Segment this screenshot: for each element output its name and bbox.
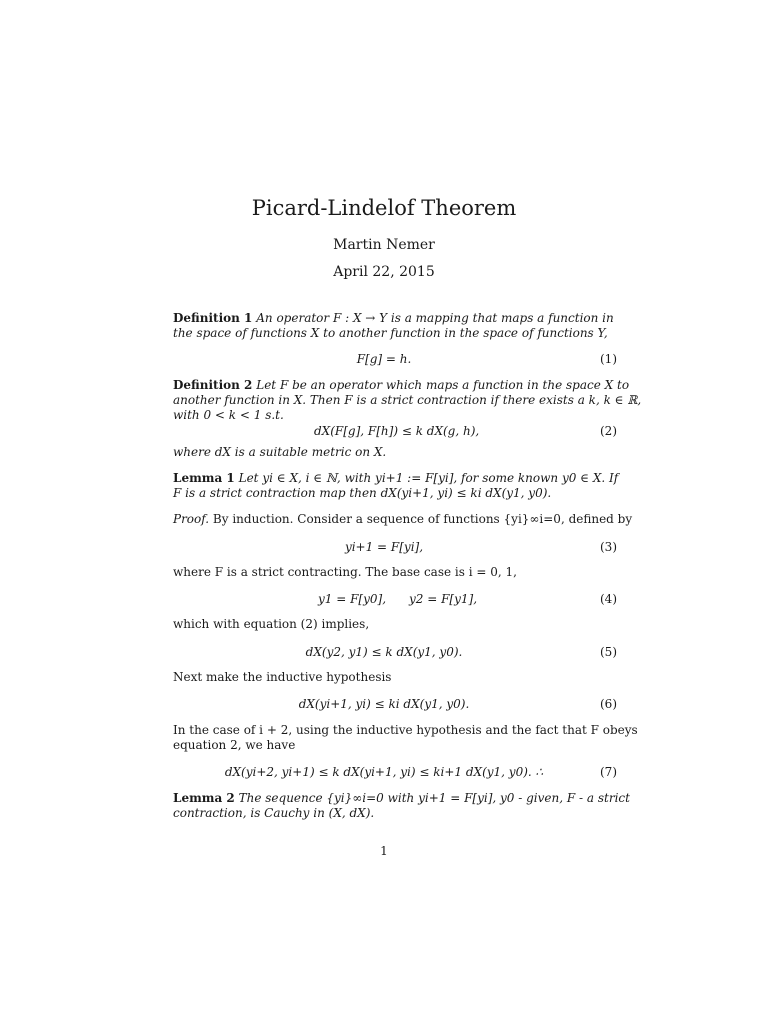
equation-3-number: (3) [600,540,617,554]
date: April 22, 2015 [333,264,435,280]
lemma-1-label: Lemma 1 [173,471,235,485]
page-number: 1 [380,844,388,858]
equation-4b: y2 = F[y1], [409,592,478,606]
equation-2-number: (2) [600,424,617,438]
equation-4-number: (4) [600,592,617,606]
text-after-eq4: which with equation (2) implies, [173,617,370,631]
lemma-2-line-1 [173,791,630,806]
equation-7-number: (7) [600,765,617,779]
equation-2: dX(F[g], F[h]) ≤ k dX(g, h), [314,424,480,438]
definition-2-line-2: another function in X. Then F is a strict contraction if there exists a k, k ∈ ℝ, [173,393,642,407]
equation-5-number: (5) [600,645,617,659]
lemma-1-text-1: Let yi ∈ X, i ∈ ℕ, with yi+1 := F[yi], for some known y0 ∈ X. If [238,471,619,485]
equation-6-number: (6) [600,697,617,711]
equation-7: dX(yi+2, yi+1) ≤ k dX(yi+1, yi) ≤ ki+1 dX(y1, y0). ∴ [224,765,544,779]
author: Martin Nemer [333,237,435,253]
text-after-eq6-line-2: equation 2, we have [173,738,296,752]
lemma-2-line-2: contraction, is Cauchy in (X, dX). [173,806,375,820]
definition-1-line-2: the space of functions X to another function in the space of functions Y, [173,326,608,340]
definition-2-label: Definition 2 [173,378,253,392]
lemma-2-text-1: The sequence {yi}∞i=0 with yi+1 = F[yi], y0 - given, F - a strict [238,791,630,805]
equation-4a: y1 = F[y0], [318,592,387,606]
equation-5: dX(y2, y1) ≤ k dX(y1, y0). [305,645,463,659]
document-title: Picard-Lindelof Theorem [251,196,517,220]
definition-2-text-1: Let F be an operator which maps a function in the space X to [256,378,630,392]
lemma-2-label: Lemma 2 [173,791,235,805]
definition-1-text-1: An operator F : X → Y is a mapping that maps a function in [256,311,614,325]
definition-1-line-1 [173,311,614,326]
proof-text-1: By induction. Consider a sequence of functions {yi}∞i=0, defined by [212,512,633,526]
text-after-eq6-line-1: In the case of i + 2, using the inductive hypothesis and the fact that F obeys [173,723,638,737]
equation-6: dX(yi+1, yi) ≤ ki dX(y1, y0). [298,697,470,711]
definition-2-line-1 [173,378,629,393]
proof-line-1 [173,512,632,527]
text-after-eq5: Next make the inductive hypothesis [173,670,392,684]
definition-1-label: Definition 1 [173,311,253,325]
lemma-1-line-1 [173,471,618,486]
equation-3: yi+1 = F[yi], [344,540,424,554]
text-after-eq3: where F is a strict contracting. The base case is i = 0, 1, [173,565,517,579]
definition-2-after: where dX is a suitable metric on X. [173,445,387,459]
definition-2-line-3: with 0 < k < 1 s.t. [173,408,284,422]
equation-1-number: (1) [600,352,617,366]
proof-label: Proof. [173,512,210,526]
lemma-1-line-2: F is a strict contraction map then dX(yi+1, yi) ≤ ki dX(y1, y0). [173,486,552,500]
equation-1: F[g] = h. [356,352,412,366]
